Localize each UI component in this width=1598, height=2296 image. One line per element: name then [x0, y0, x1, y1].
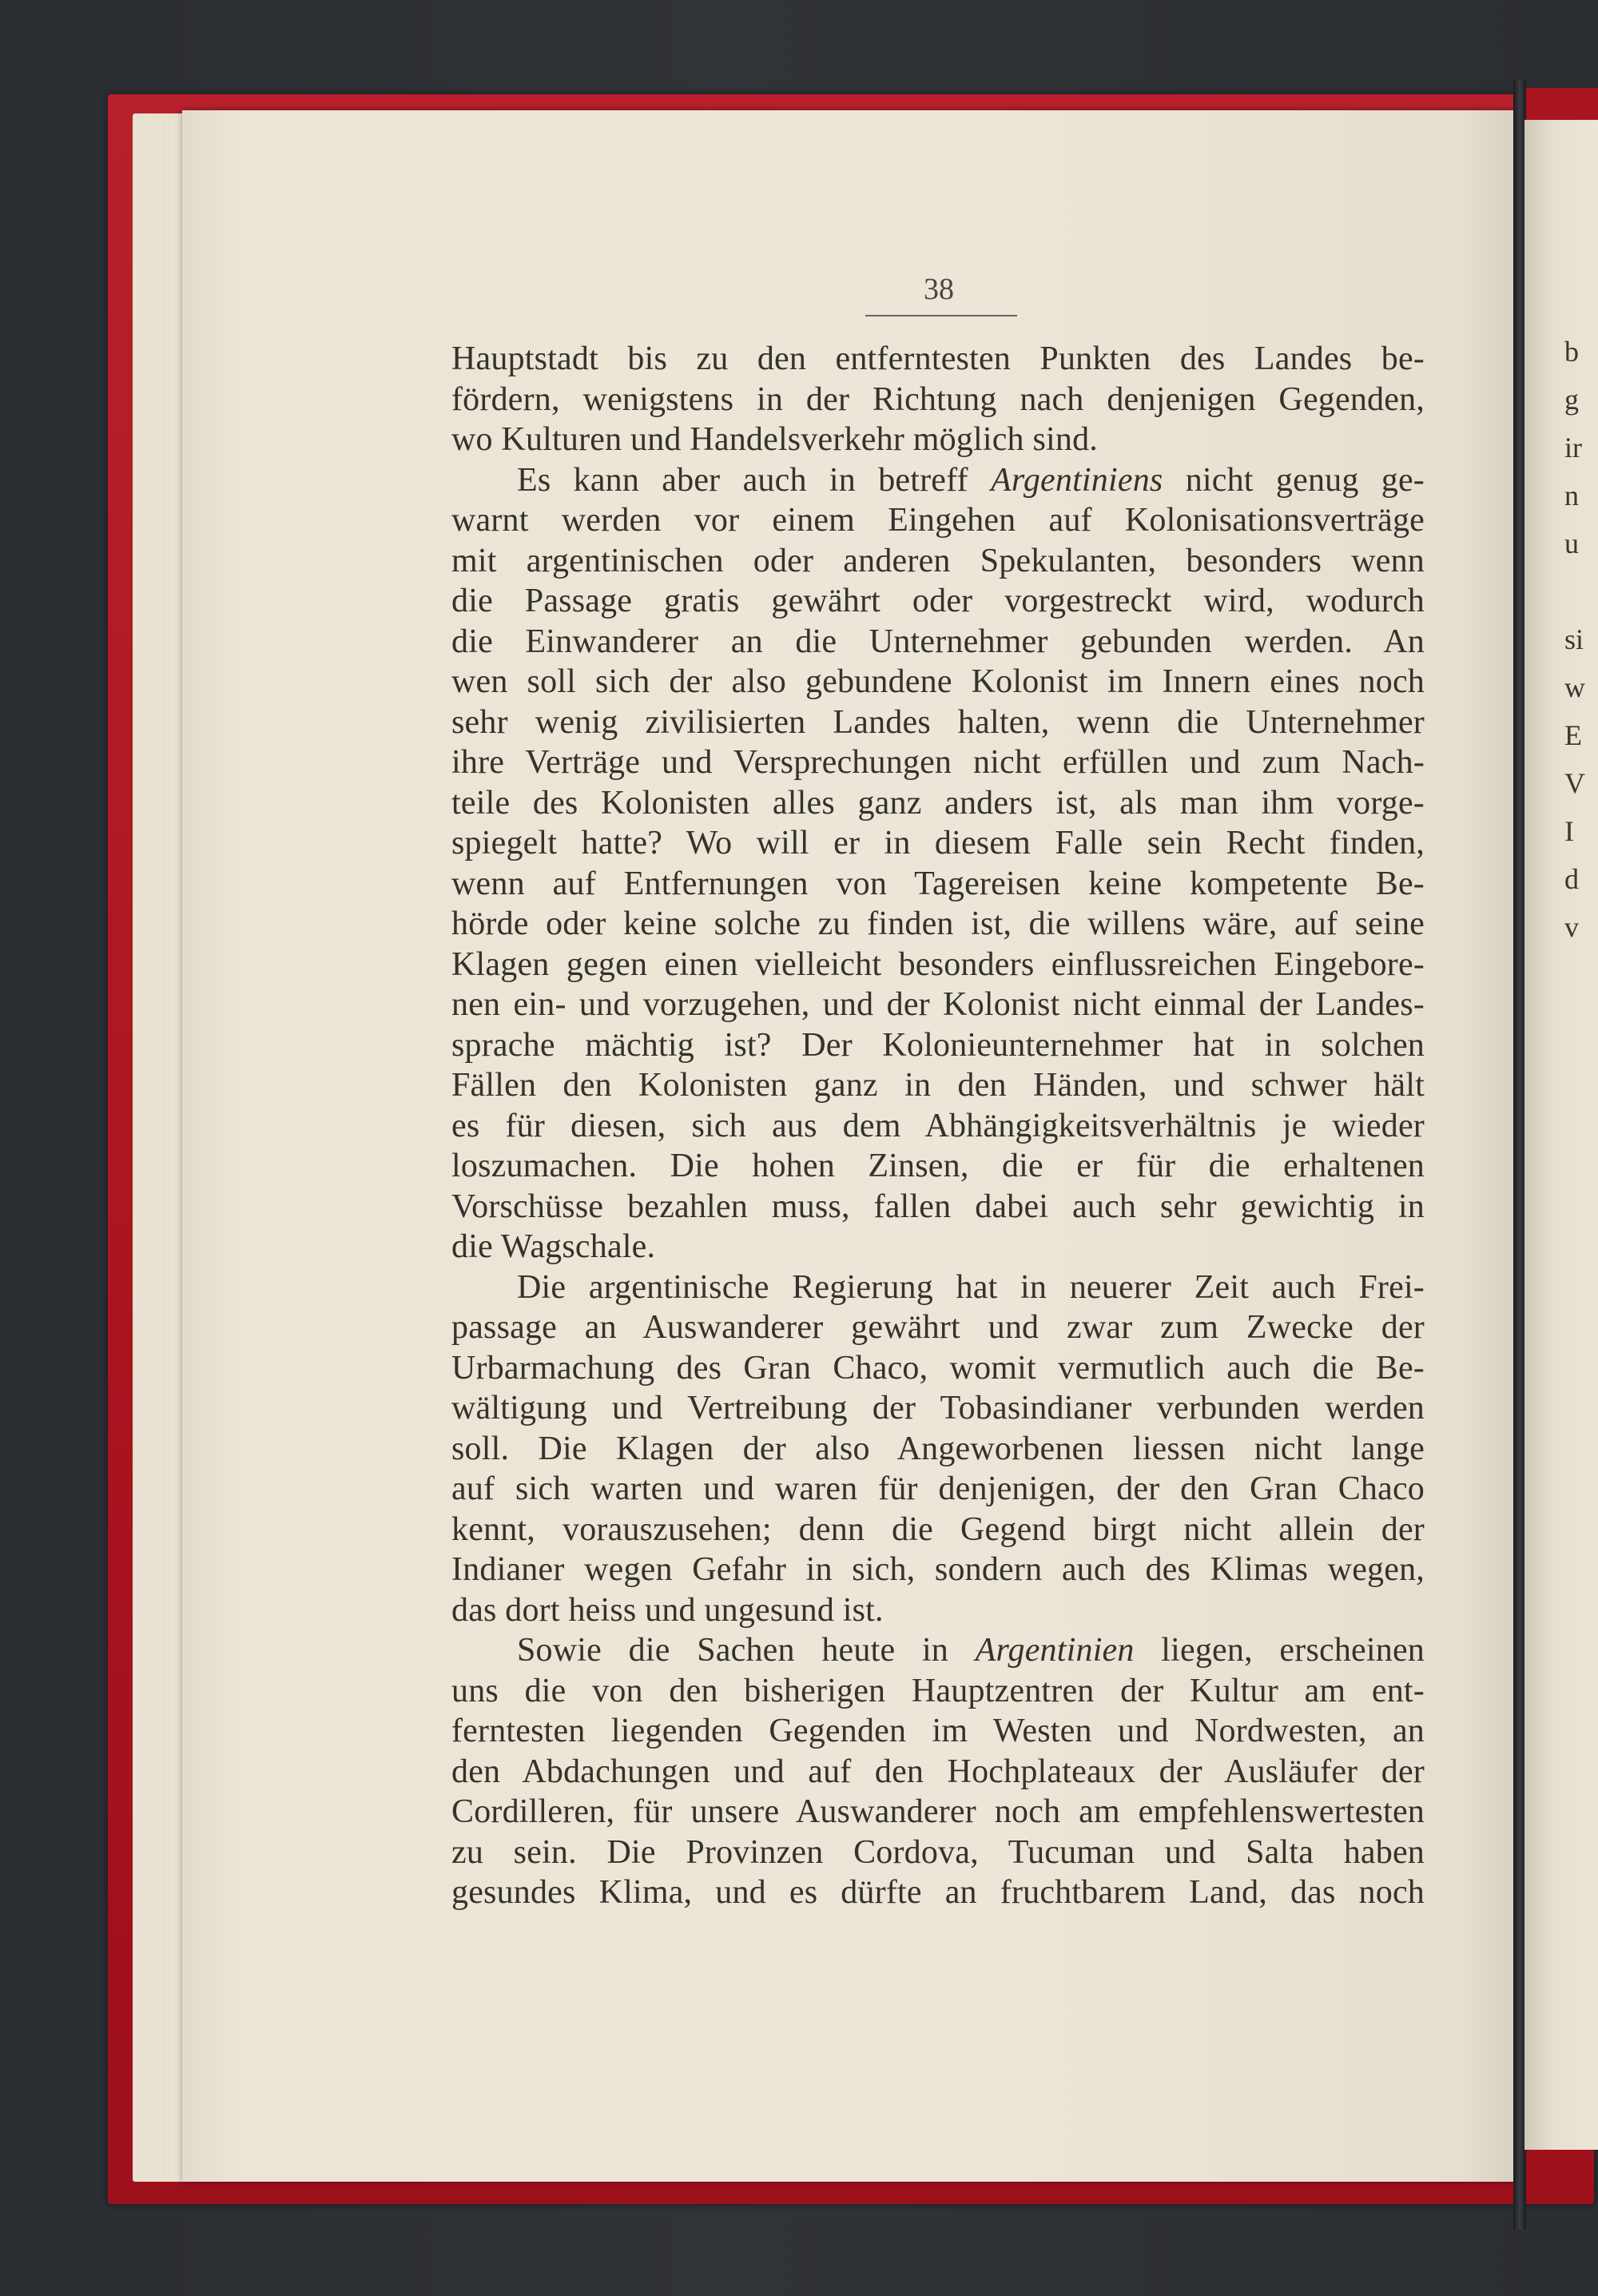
text-line: passage an Auswanderer gewährt und zwar zum Zwecke der: [451, 1309, 1425, 1346]
text-line: mit argentinischen oder anderen Spekulanten, besonders wenn: [451, 542, 1425, 579]
text-line: soll. Die Klagen der also Angeworbenen liessen nicht lange: [451, 1430, 1425, 1467]
text-line: nen ein- und vorzugehen, und der Kolonist nicht einmal der Landes-: [451, 986, 1425, 1023]
text-line: die Wagschale.: [451, 1228, 656, 1265]
text-line: den Abdachungen und auf den Hochplateaux der Ausläufer der: [451, 1753, 1425, 1790]
text-line: wenn auf Entfernungen von Tagereisen keine kompetente Be-: [451, 865, 1425, 902]
text-line: Hauptstadt bis zu den entferntesten Punkten des Landes be-: [451, 340, 1425, 377]
text-line: Fällen den Kolonisten ganz in den Händen, und schwer hält: [451, 1067, 1425, 1104]
text-line: kennt, vorauszusehen; denn die Gegend birgt nicht allein der: [451, 1510, 1425, 1548]
page-number: 38: [924, 273, 954, 306]
text-line: Cordilleren, für unsere Auswanderer noch am empfehlenswertesten: [451, 1793, 1425, 1830]
page-number-rule: [865, 315, 1017, 316]
text-line: sprache mächtig ist? Der Kolonieunternehmer hat in solchen: [451, 1026, 1425, 1064]
text-line: die Passage gratis gewährt oder vorgestreckt wird, wodurch: [451, 583, 1425, 619]
text-line: teile des Kolonisten alles ganz anders ist, als man ihm vorge-: [451, 784, 1425, 822]
text-line: uns die von den bisherigen Hauptzentren der Kultur am ent-: [451, 1672, 1425, 1709]
text-line: Es kann aber auch in betreff Argentiniens nicht genug ge-: [517, 461, 1425, 499]
text-line: spiegelt hatte? Wo will er in diesem Falle sein Recht finden,: [451, 825, 1425, 861]
text-line: sehr wenig zivilisierten Landes halten, wenn die Unternehmer: [451, 703, 1425, 741]
italic-term: Argentinien: [975, 1632, 1135, 1669]
text-line: Urbarmachung des Gran Chaco, womit vermutlich auch die Be-: [451, 1349, 1425, 1387]
text-line: auf sich warten und waren für denjenigen, der den Gran Chaco: [451, 1470, 1425, 1507]
text-line: Vorschüsse bezahlen muss, fallen dabei auch sehr gewichtig in: [451, 1188, 1425, 1225]
text-line: das dort heiss und ungesund ist.: [451, 1591, 884, 1629]
text-line: Klagen gegen einen vielleicht besonders einflussreichen Eingebore-: [451, 945, 1425, 983]
text-line: ihre Verträge und Versprechungen nicht erfüllen und zum Nach-: [451, 744, 1425, 781]
text-line: Sowie die Sachen heute in Argentinien liegen, erscheinen: [517, 1632, 1425, 1669]
text-line: gesundes Klima, und es dürfte an fruchtbarem Land, das noch: [451, 1874, 1425, 1911]
text-line: warnt werden vor einem Eingehen auf Kolonisationsverträge: [451, 502, 1425, 539]
facing-cover-edge: [1518, 88, 1598, 120]
text-line: Die argentinische Regierung hat in neuerer Zeit auch Frei-: [517, 1268, 1425, 1306]
text-line: wältigung und Vertreibung der Tobasindianer verbunden werden: [451, 1390, 1425, 1427]
text-line: Indianer wegen Gefahr in sich, sondern auch des Klimas wegen,: [451, 1551, 1425, 1588]
facing-page-text-fragments: b g ir n u si w E V I d v: [1564, 336, 1585, 943]
body-text: [451, 339, 1425, 1913]
text-line: loszumachen. Die hohen Zinsen, die er für die erhaltenen: [451, 1148, 1425, 1184]
text-line: hörde oder keine solche zu finden ist, die willens wäre, auf seine: [451, 905, 1425, 942]
text-line: ferntesten liegenden Gegenden im Westen und Nordwesten, an: [451, 1713, 1425, 1749]
text-line: wen soll sich der also gebundene Kolonist im Innern eines noch: [451, 663, 1425, 700]
text-line: es für diesen, sich aus dem Abhängigkeitsverhältnis je wieder: [451, 1107, 1425, 1144]
text-line: die Einwanderer an die Unternehmer gebunden werden. An: [451, 623, 1425, 660]
text-line: wo Kulturen und Handelsverkehr möglich sind.: [451, 421, 1098, 458]
text-line: zu sein. Die Provinzen Cordova, Tucuman und Salta haben: [451, 1833, 1425, 1871]
text-line: fördern, wenigstens in der Richtung nach denjenigen Gegenden,: [451, 380, 1425, 418]
italic-term: Argentiniens: [990, 461, 1163, 499]
